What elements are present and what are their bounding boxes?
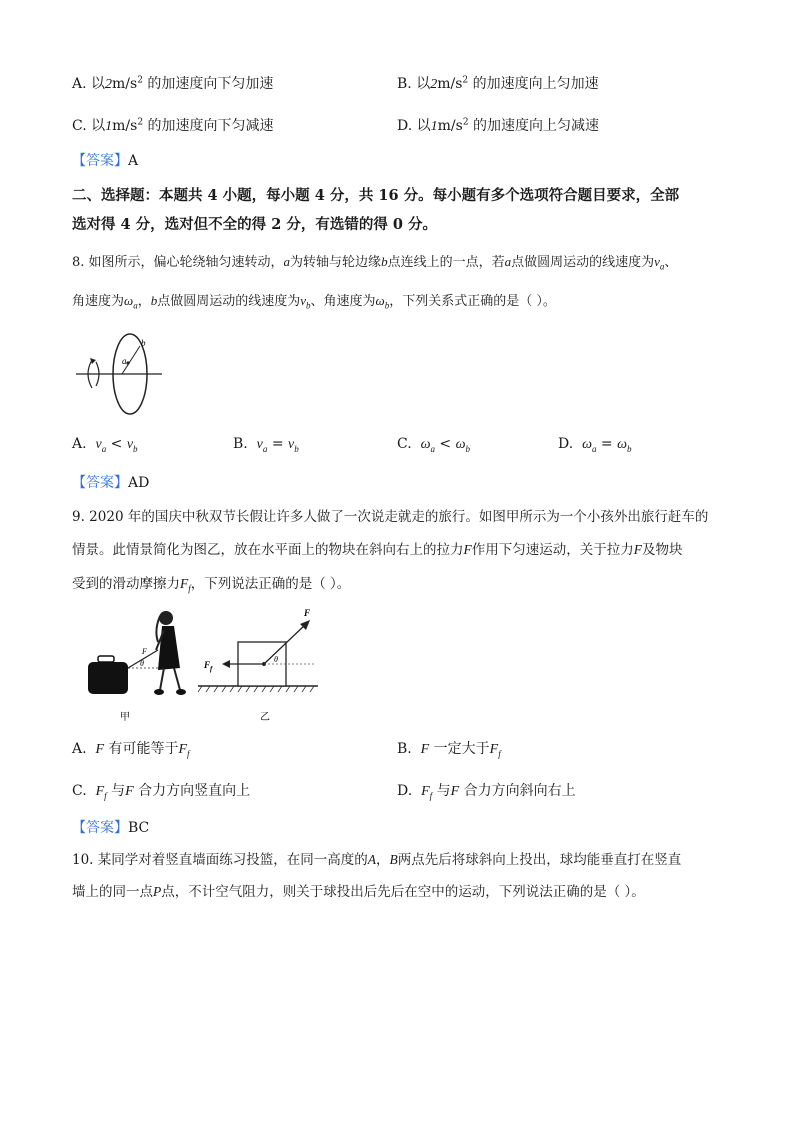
child-luggage-figure bbox=[84, 604, 194, 724]
fig-jia-f-label: F bbox=[142, 647, 147, 656]
q8-option-d: D. $\omega_a = \omega_b$ bbox=[558, 436, 632, 454]
q9-option-a: A. F 有可能等于$F_f$ bbox=[72, 741, 190, 759]
fig-yi-theta: θ bbox=[274, 655, 278, 664]
fig-yi-label: 乙 bbox=[260, 712, 270, 723]
fig-jia-theta: θ bbox=[140, 659, 144, 668]
q7-option-a: A. 以$2m/s^2$ 的加速度向下匀加速 bbox=[72, 75, 274, 92]
q8-option-a: A. $v_a < v_b$ bbox=[72, 436, 138, 454]
q9-option-b: B. F 一定大于$F_f$ bbox=[397, 741, 501, 759]
q9-stem-line1: 9. 2020 年的国庆中秋双节长假让许多人做了一次说走就走的旅行。如图甲所示为一个小孩外出旅行赶车的 bbox=[72, 509, 709, 525]
q9-option-d: D. $F_f$ 与F 合力方向斜向右上 bbox=[397, 783, 576, 801]
q9-option-c: C. $F_f$ 与F 合力方向竖直向上 bbox=[72, 783, 251, 801]
fig-jia-label: 甲 bbox=[120, 712, 130, 723]
q9-answer: 【答案】BC bbox=[72, 820, 150, 836]
q8-option-c: C. $\omega_a < \omega_b$ bbox=[397, 436, 470, 454]
q9-stem-line3: 受到的滑动摩擦力$F_f$，下列说法正确的是（ ）。 bbox=[72, 576, 351, 594]
section-2-header-line2: 选对得 4 分，选对但不全的得 2 分，有选错的得 0 分。 bbox=[72, 216, 438, 233]
fig-label-b: b bbox=[141, 338, 146, 348]
fig-label-a: a bbox=[122, 356, 127, 366]
q8-option-b: B. $v_a = v_b$ bbox=[233, 436, 299, 454]
q9-stem-line2: 情景。此情景简化为图乙，放在水平面上的物块在斜向右上的拉力F作用下匀速运动，关于拉力F及物块 bbox=[72, 542, 683, 558]
fig-yi-ff-label: $F_f$ bbox=[204, 660, 213, 673]
q8-stem-line2: 角速度为$\omega_a$，b点做圆周运动的线速度为$v_b$、角速度为$\omega_b$，下列关系式正确的是（ ）。 bbox=[72, 293, 556, 311]
q10-stem-line1: 10. 某同学对着竖直墙面练习投篮，在同一高度的A，B两点先后将球斜向上投出，球均能垂直打在竖直 bbox=[72, 852, 682, 868]
answer-tag: 【答案】 bbox=[72, 153, 128, 169]
fig-yi-f-label: F bbox=[304, 608, 311, 618]
q8-answer: 【答案】AD bbox=[72, 475, 150, 491]
section-2-header-line1: 二、选择题：本题共 4 小题，每小题 4 分，共 16 分。每小题有多个选项符合题目要求，全部 bbox=[72, 187, 680, 204]
q7-answer: 【答案】A bbox=[72, 153, 139, 169]
q7-option-c: C. 以$1m/s^2$ 的加速度向下匀减速 bbox=[72, 117, 274, 134]
q7-option-d: D. 以$1m/s^2$ 的加速度向上匀减速 bbox=[397, 117, 600, 134]
block-forces-figure bbox=[196, 604, 326, 724]
q7-option-b: B. 以$2m/s^2$ 的加速度向上匀加速 bbox=[397, 75, 599, 92]
q8-stem-line1: 8. 如图所示，偏心轮绕轴匀速转动，a为转轴与轮边缘b点连线上的一点，若a点做圆周运动的线速度为$v_a$、 bbox=[72, 254, 678, 272]
q10-stem-line2: 墙上的同一点P点，不计空气阻力，则关于球投出后先后在空中的运动，下列说法正确的是（ ）。 bbox=[72, 884, 645, 900]
eccentric-wheel-figure bbox=[70, 330, 170, 420]
